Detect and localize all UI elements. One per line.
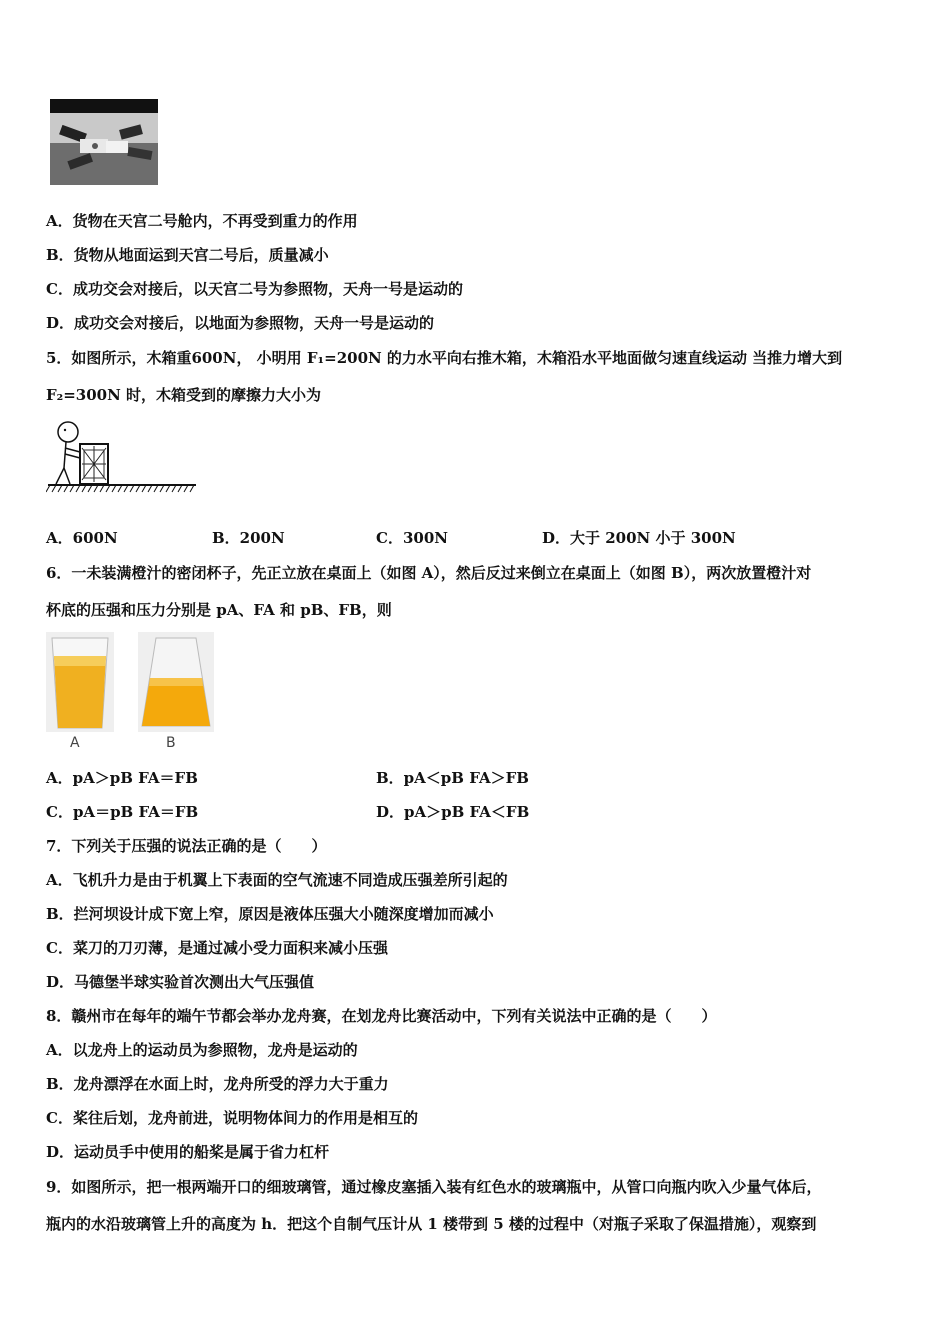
q5-option-d: D．大于 200N 小于 300N xyxy=(542,529,736,547)
push-box-figure xyxy=(46,418,198,498)
q4-option-c: C．成功交会对接后，以天宫二号为参照物，天舟一号是运动的 xyxy=(46,280,463,298)
q4-option-b: B．货物从地面运到天宫二号后，质量减小 xyxy=(46,246,329,264)
q7-stem: 7．下列关于压强的说法正确的是（ ） xyxy=(46,837,327,855)
q8-option-a: A．以龙舟上的运动员为参照物，龙舟是运动的 xyxy=(46,1041,358,1059)
q8-option-c: C．桨往后划，龙舟前进，说明物体间力的作用是相互的 xyxy=(46,1109,418,1127)
q7-option-b: B．拦河坝设计成下宽上窄，原因是液体压强大小随深度增加而减小 xyxy=(46,905,494,923)
q6-option-d: D．pA＞pB FA＜FB xyxy=(376,803,530,821)
q8-option-d: D．运动员手中使用的船桨是属于省力杠杆 xyxy=(46,1143,330,1161)
q6-option-c: C．pA＝pB FA＝FB xyxy=(46,803,199,821)
q5-stem-line1: 5．如图所示，木箱重600N， 小明用 F₁=200N 的力水平向右推木箱，木箱沿水平地面做匀速直线运动 当推力增大到 xyxy=(46,349,843,367)
q7-option-c: C．菜刀的刀刃薄，是通过减小受力面积来减小压强 xyxy=(46,939,388,957)
q8-stem: 8．赣州市在每年的端午节都会举办龙舟赛，在划龙舟比赛活动中，下列有关说法中正确的是（ ） xyxy=(46,1007,717,1025)
q5-option-b: B．200N xyxy=(212,529,285,547)
q7-option-d: D．马德堡半球实验首次测出大气压强值 xyxy=(46,973,315,991)
q5-option-c: C．300N xyxy=(376,529,448,547)
q6-option-a: A．pA＞pB FA＝FB xyxy=(46,769,198,787)
space-station-photo xyxy=(50,99,158,185)
q9-stem-line1: 9．如图所示，把一根两端开口的细玻璃管，通过橡皮塞插入装有红色水的玻璃瓶中，从管口向瓶内吹入少量气体后， xyxy=(46,1178,822,1196)
q6-option-b: B．pA＜pB FA＞FB xyxy=(376,769,529,787)
q6-stem-line2: 杯底的压强和压力分别是 pA、FA 和 pB、FB，则 xyxy=(46,601,392,619)
figure-label-b: B xyxy=(166,735,176,751)
q9-stem-line2: 瓶内的水沿玻璃管上升的高度为 h．把这个自制气压计从 1 楼带到 5 楼的过程中（对瓶子采取了保温措施），观察到 xyxy=(46,1215,817,1233)
figure-label-a: A xyxy=(70,735,80,751)
q6-stem-line1: 6．一未装满橙汁的密闭杯子，先正立放在桌面上（如图 A），然后反过来倒立在桌面上（如图 B），两次放置橙汁对 xyxy=(46,564,812,582)
q7-option-a: A．飞机升力是由于机翼上下表面的空气流速不同造成压强差所引起的 xyxy=(46,871,508,889)
q4-option-d: D．成功交会对接后，以地面为参照物，天舟一号是运动的 xyxy=(46,314,435,332)
q5-stem-line2: F₂=300N 时，木箱受到的摩擦力大小为 xyxy=(46,386,322,404)
q8-option-b: B．龙舟漂浮在水面上时，龙舟所受的浮力大于重力 xyxy=(46,1075,389,1093)
q4-option-a: A．货物在天宫二号舱内，不再受到重力的作用 xyxy=(46,212,358,230)
q5-option-a: A．600N xyxy=(46,529,118,547)
